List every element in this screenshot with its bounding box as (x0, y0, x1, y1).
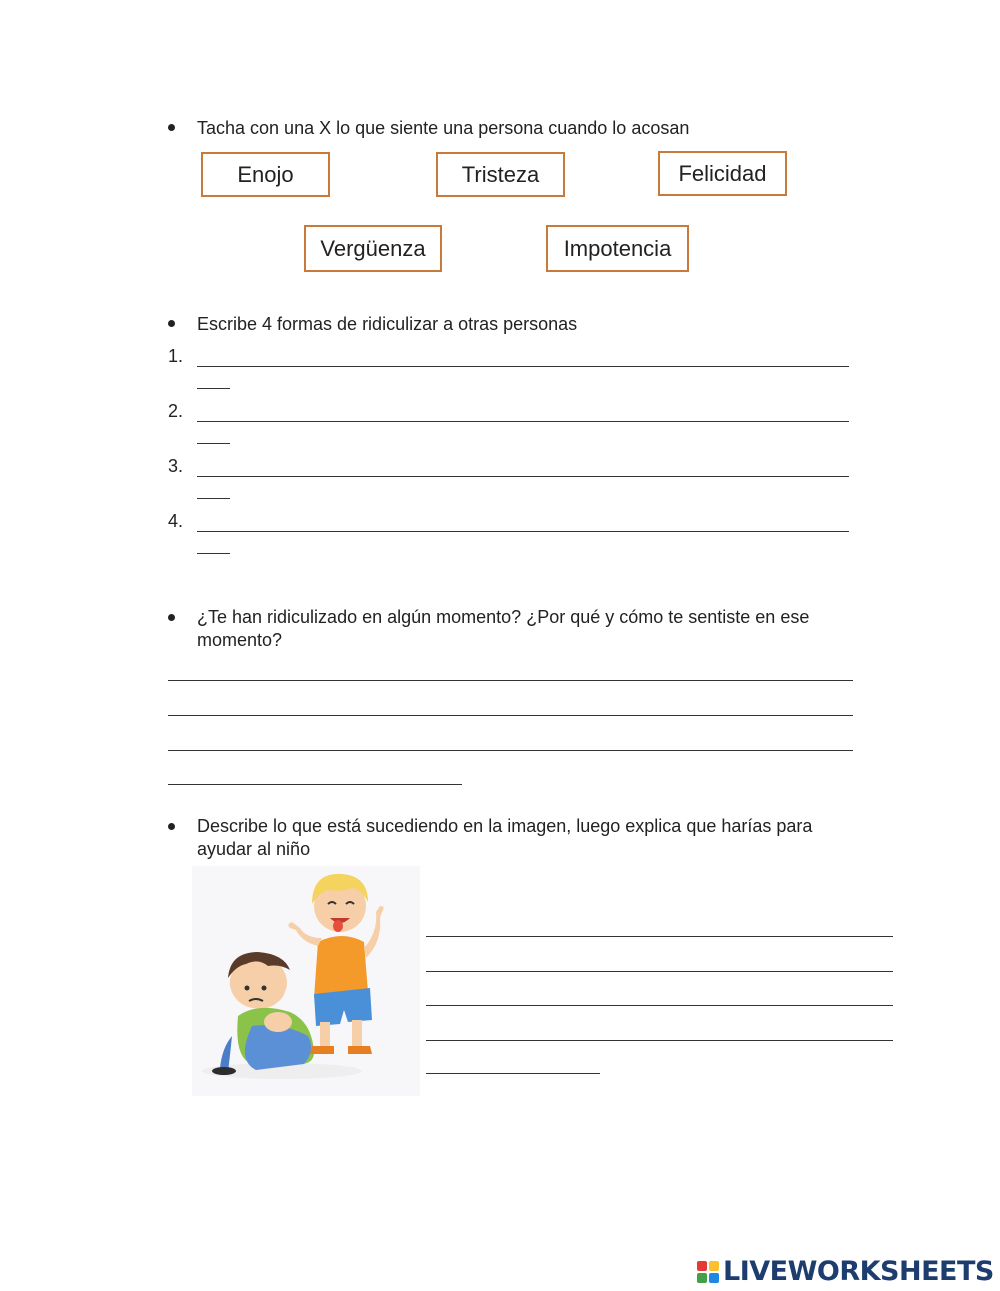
answer-line[interactable] (426, 1022, 893, 1041)
item-number: 3. (168, 456, 184, 476)
answer-line[interactable] (197, 513, 849, 532)
liveworksheets-logo[interactable] (697, 1256, 994, 1287)
option-enojo[interactable]: Enojo (201, 152, 330, 197)
option-verguenza[interactable]: Vergüenza (304, 225, 442, 272)
item-number: 4. (168, 511, 184, 531)
item-number: 1. (168, 346, 184, 366)
answer-line-tail[interactable] (197, 480, 230, 499)
answer-line-tail[interactable] (197, 535, 230, 554)
answer-line[interactable] (426, 1055, 600, 1074)
answer-line-tail[interactable] (197, 370, 230, 389)
bullet-icon (168, 320, 175, 327)
option-felicidad[interactable]: Felicidad (658, 151, 787, 196)
bullet-icon (168, 614, 175, 621)
question-4-prompt: Describe lo que está sucediendo en la imagen, luego explica que harías para ayudar al niño (197, 816, 813, 859)
answer-line[interactable] (168, 662, 853, 681)
answer-line[interactable] (197, 348, 849, 367)
answer-line[interactable] (168, 766, 462, 785)
answer-line[interactable] (426, 953, 893, 972)
answer-line-tail[interactable] (197, 425, 230, 444)
children-illustration (192, 866, 420, 1096)
option-tristeza[interactable]: Tristeza (436, 152, 565, 197)
bullet-icon (168, 124, 175, 131)
question-1-prompt: Tacha con una X lo que siente una persona cuando lo acosan (197, 118, 690, 138)
item-number: 2. (168, 401, 184, 421)
bullet-icon (168, 823, 175, 830)
answer-line[interactable] (197, 403, 849, 422)
logo-text: LIVEWORKSHEETS (723, 1256, 994, 1287)
logo-icon (697, 1261, 719, 1283)
option-impotencia[interactable]: Impotencia (546, 225, 689, 272)
question-2-prompt: Escribe 4 formas de ridiculizar a otras personas (197, 314, 578, 334)
answer-line[interactable] (197, 458, 849, 477)
answer-line[interactable] (168, 732, 853, 751)
question-3-prompt: ¿Te han ridiculizado en algún momento? ¿Por qué y cómo te sentiste en ese momento? (197, 607, 810, 650)
answer-line[interactable] (426, 987, 893, 1006)
answer-line[interactable] (168, 697, 853, 716)
answer-line[interactable] (426, 918, 893, 937)
